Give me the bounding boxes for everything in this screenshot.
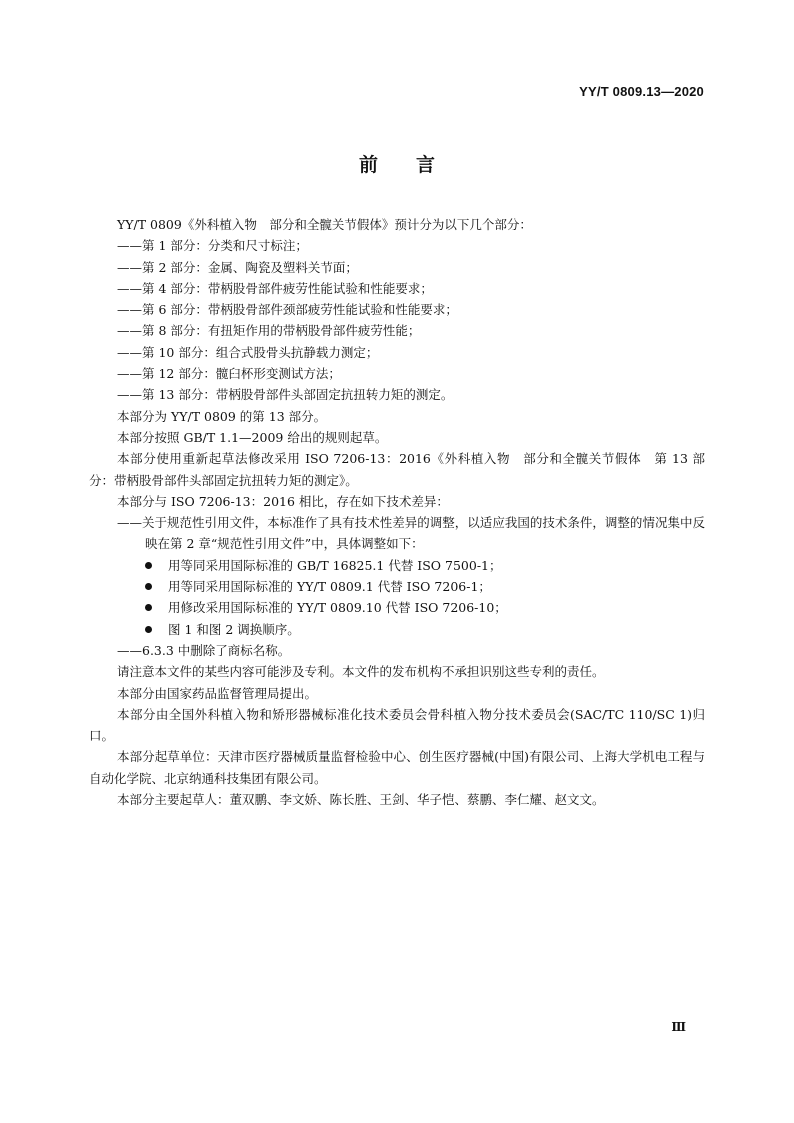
technical-difference-item: ——6.3.3 中删除了商标名称。 [117, 642, 291, 658]
paragraph: 请注意本文件的某些内容可能涉及专利。本文件的发布机构不承担识别这些专利的责任。 [117, 664, 605, 680]
bullet-text: 用等同采用国际标准的 YY/T 0809.1 代替 ISO 7206-1； [168, 579, 491, 595]
list-item [89, 619, 705, 640]
technical-difference-item: ——关于规范性引用文件，本标准作了具有技术性差异的调整，以适应我国的技术条件，调整的情况集中反映在第 2 章“规范性引用文件”中，具体调整如下： [117, 515, 705, 552]
paragraph: 本部分为 YY/T 0809 的第 13 部分。 [117, 408, 327, 424]
paragraph: 本部分与 ISO 7206-13：2016 相比，存在如下技术差异： [117, 493, 449, 509]
bullet-text: 用等同采用国际标准的 GB/T 16825.1 代替 ISO 7500-1； [168, 557, 502, 573]
list-item [89, 576, 705, 597]
bullet-icon [145, 604, 152, 611]
paragraph: 本部分起草单位：天津市医疗器械质量监督检验中心、创生医疗器械(中国)有限公司、上海大学机电工程与自动化学院、北京纳通科技集团有限公司。 [89, 749, 705, 786]
intro-paragraph: YY/T 0809《外科植入物 部分和全髋关节假体》预计分为以下几个部分： [117, 217, 532, 232]
paragraph: 本部分使用重新起草法修改采用 ISO 7206-13：2016《外科植入物 部分和全髋关节假体 第 13 部分：带柄股骨部件头部固定抗扭转力矩的测定》。 [89, 451, 705, 488]
list-item: ——第 6 部分：带柄股骨部件颈部疲劳性能试验和性能要求； [117, 302, 458, 318]
list-item: ——第 2 部分：金属、陶瓷及塑料关节面； [117, 259, 358, 275]
list-item: ——第 1 部分：分类和尺寸标注； [117, 238, 308, 254]
bullet-text: 图 1 和图 2 调换顺序。 [168, 621, 300, 637]
paragraph: 本部分由国家药品监督管理局提出。 [117, 685, 318, 701]
paragraph: 本部分由全国外科植入物和矫形器械标准化技术委员会骨科植入物分技术委员会(SAC/TC 110/SC 1)归口。 [89, 706, 705, 744]
bullet-list [89, 555, 705, 640]
list-item: ——第 10 部分：组合式股骨头抗静载力测定； [117, 344, 379, 360]
bullet-icon [145, 626, 152, 633]
page-title: 前言 [358, 154, 473, 176]
bullet-icon [145, 562, 152, 569]
page-number: Ⅲ [671, 1020, 686, 1034]
bullet-icon [145, 583, 152, 590]
parts-list [89, 235, 705, 405]
foreword-body [89, 214, 705, 810]
list-item [89, 597, 705, 618]
list-item: ——第 8 部分：有扭矩作用的带柄股骨部件疲劳性能； [117, 323, 421, 339]
paragraph: 本部分主要起草人：董双鹏、李文娇、陈长胜、王剑、华子恺、蔡鹏、李仁耀、赵文文。 [117, 792, 605, 808]
list-item: ——第 13 部分：带柄股骨部件头部固定抗扭转力矩的测定。 [117, 387, 454, 403]
list-item: ——第 12 部分：髋臼杯形变测试方法； [117, 366, 341, 382]
bullet-text: 用修改采用国际标准的 YY/T 0809.10 代替 ISO 7206-10； [168, 600, 507, 616]
list-item [89, 555, 705, 576]
standard-code: YY/T 0809.13—2020 [579, 84, 704, 99]
list-item: ——第 4 部分：带柄股骨部件疲劳性能试验和性能要求； [117, 280, 433, 296]
paragraph: 本部分按照 GB/T 1.1—2009 给出的规则起草。 [117, 429, 388, 445]
